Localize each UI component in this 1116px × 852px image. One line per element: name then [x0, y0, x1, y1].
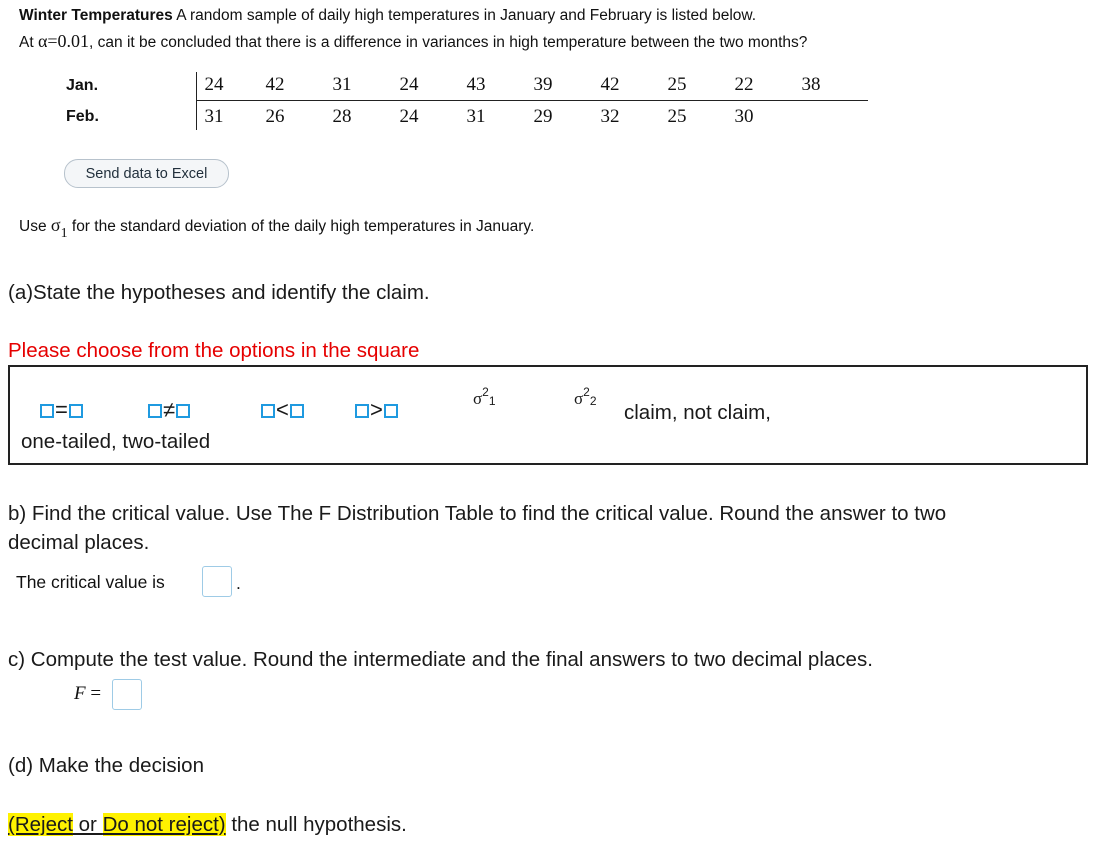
table-cell: 22 — [734, 74, 754, 95]
table-cell: 42 — [265, 74, 285, 95]
table-cell: 24 — [399, 74, 419, 95]
table-cell: 24 — [204, 74, 224, 95]
options-box — [8, 365, 1088, 465]
table-cell: 26 — [265, 106, 285, 127]
option-equal[interactable]: = — [40, 397, 83, 423]
f-label: F = — [74, 683, 102, 704]
table-cell: 30 — [734, 106, 754, 127]
reject-option[interactable]: (Reject — [8, 813, 73, 836]
sigma-note: Use $\sigma_1$ for the standard deviation of the daily high temperatures in January. — [19, 215, 535, 242]
option-less-than[interactable]: < — [261, 397, 304, 423]
table-cell: 38 — [801, 74, 821, 95]
problem-text: A random sample of daily high temperatures in January and February is listed below. — [176, 7, 757, 24]
option-tails[interactable]: one-tailed, two-tailed — [21, 430, 211, 453]
table-cell: 43 — [466, 74, 486, 95]
table-cell: 25 — [667, 74, 687, 95]
option-greater-than[interactable]: > — [355, 397, 398, 423]
part-c-prompt: c) Compute the test value. Round the intermediate and the final answers to two decimal places. — [8, 648, 873, 671]
part-b-prompt-line1: b) Find the critical value. Use The F Distribution Table to find the critical value. Round the answer to two — [8, 502, 947, 525]
option-sigma1-squared[interactable]: $\sigma^21$ — [473, 385, 496, 408]
part-a-instruction: Please choose from the options in the square — [8, 339, 420, 362]
table-divider-horizontal — [196, 100, 868, 101]
part-b-prompt-line2: decimal places. — [8, 531, 150, 554]
option-sigma2-squared[interactable]: $\sigma^22$ — [574, 385, 597, 408]
problem-intro — [19, 7, 756, 25]
option-not-equal[interactable]: ≠ — [148, 397, 190, 423]
part-d-prompt: (d) Make the decision — [8, 754, 204, 777]
table-cell: 32 — [600, 106, 620, 127]
test-value-input[interactable] — [112, 679, 142, 710]
critical-value-label: The critical value is — [16, 572, 165, 592]
critical-value-input[interactable] — [202, 566, 232, 597]
table-cell: 25 — [667, 106, 687, 127]
do-not-reject-option[interactable]: Do not reject) — [102, 813, 226, 836]
table-cell: 39 — [533, 74, 553, 95]
row-label-jan: Jan. — [66, 77, 99, 94]
table-cell: 29 — [533, 106, 553, 127]
table-cell: 28 — [332, 106, 352, 127]
sigma-symbol: σ — [50, 215, 61, 235]
table-cell: 24 — [399, 106, 419, 127]
row-label-feb: Feb. — [66, 108, 99, 125]
part-a-prompt: (a)State the hypotheses and identify the claim. — [8, 281, 430, 304]
option-claim[interactable]: claim, not claim, — [624, 401, 771, 424]
problem-question: At α=0.01, can it be concluded that there is a difference in variances in high temperature between the two months? — [19, 31, 808, 51]
table-cell: 31 — [466, 106, 486, 127]
alpha-symbol: α — [37, 31, 48, 51]
table-cell: 42 — [600, 74, 620, 95]
problem-title: Winter Temperatures — [19, 7, 173, 24]
decision-sentence: (Reject or Do not reject) the null hypothesis. — [8, 813, 407, 836]
table-cell: 31 — [332, 74, 352, 95]
critical-value-period: . — [236, 573, 241, 593]
table-cell: 31 — [204, 106, 224, 127]
alpha-value: 0.01 — [57, 31, 90, 51]
send-to-excel-button[interactable]: Send data to Excel — [64, 159, 229, 188]
